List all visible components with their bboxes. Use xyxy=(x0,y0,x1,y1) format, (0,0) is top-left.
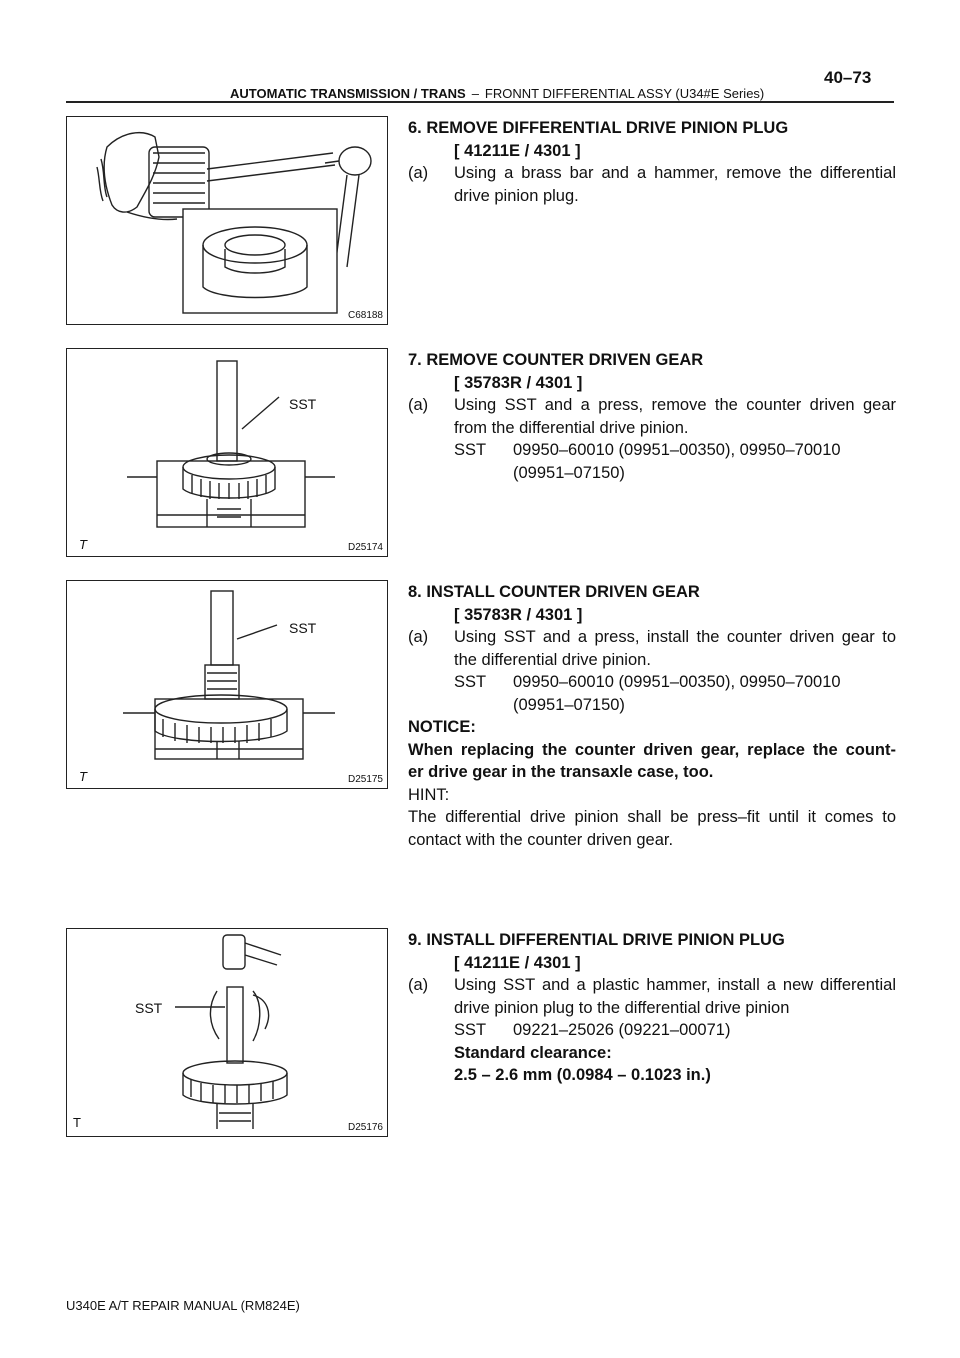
sub-text-cont: the differential drive pinion. xyxy=(454,650,651,669)
sub-text-cont: drive pinion plug to the differential drive pinion xyxy=(454,998,790,1017)
sst-value: 09221–25026 (09221–00071) xyxy=(513,1021,731,1039)
step-code: [ 35783R / 4301 ] xyxy=(454,605,583,624)
spec-label: Standard clearance: xyxy=(454,1043,612,1062)
notice-label: NOTICE: xyxy=(408,718,476,736)
step-sub-line xyxy=(408,626,896,649)
sst-value-cont: (09951–07150) xyxy=(513,695,625,714)
notice-text-cont: er drive gear in the transaxle case, too. xyxy=(408,763,714,781)
step-title: 6. REMOVE DIFFERENTIAL DRIVE PINION PLUG xyxy=(408,119,789,137)
gear-removal-illustration xyxy=(67,349,389,558)
t-mark: T xyxy=(79,537,87,552)
figure-code: D25176 xyxy=(347,1122,383,1133)
figure-code: C68188 xyxy=(347,310,383,321)
hint-text-cont: contact with the counter driven gear. xyxy=(408,830,674,849)
sub-text: Using SST and a plastic hammer, install a new differential xyxy=(454,976,896,994)
sst-value: 09950–60010 (09951–00350), 09950–70010 xyxy=(513,441,841,459)
header-section: AUTOMATIC TRANSMISSION / TRANS xyxy=(230,86,466,101)
step-code: [ 41211E / 4301 ] xyxy=(454,953,581,972)
sub-text-cont: drive pinion plug. xyxy=(454,186,579,205)
page-number: 40–73 xyxy=(824,68,872,87)
step-7 xyxy=(408,349,896,484)
step-code: [ 35783R / 4301 ] xyxy=(454,373,583,392)
sst-numbers xyxy=(408,439,896,462)
header-separator: – xyxy=(471,86,479,101)
sub-label: (a) xyxy=(408,628,429,646)
plug-removal-illustration xyxy=(67,117,389,326)
sub-text-cont: from the differential drive pinion. xyxy=(454,418,689,437)
step-sub-line xyxy=(408,394,896,417)
plug-install-illustration xyxy=(67,929,389,1138)
step-title: 7. REMOVE COUNTER DRIVEN GEAR xyxy=(408,351,704,369)
step-title: 8. INSTALL COUNTER DRIVEN GEAR xyxy=(408,583,700,601)
step-6 xyxy=(408,117,896,207)
sst-label: SST xyxy=(135,1000,163,1016)
header-divider xyxy=(66,101,894,103)
figure-plug-install xyxy=(66,928,388,1137)
sst-numbers xyxy=(408,1019,896,1042)
manual-footer: U340E A/T REPAIR MANUAL (RM824E) xyxy=(66,1298,300,1313)
notice-text: When replacing the counter driven gear, replace the count- xyxy=(408,740,896,759)
sst-value-cont: (09951–07150) xyxy=(513,463,625,482)
sst-key: SST xyxy=(454,1021,487,1039)
sst-value: 09950–60010 (09951–00350), 09950–70010 xyxy=(513,673,841,691)
sst-label: SST xyxy=(289,620,317,636)
t-mark: T xyxy=(79,769,87,784)
sub-text: Using a brass bar and a hammer, remove the differential xyxy=(454,164,896,182)
step-9 xyxy=(408,929,896,1087)
sst-key: SST xyxy=(454,441,487,459)
sub-label: (a) xyxy=(408,976,429,994)
step-title: 9. INSTALL DIFFERENTIAL DRIVE PINION PLUG xyxy=(408,931,785,949)
sub-label: (a) xyxy=(408,396,429,414)
sub-text: Using SST and a press, install the counter driven gear to xyxy=(454,628,896,646)
t-mark: T xyxy=(73,1115,81,1130)
step-code: [ 41211E / 4301 ] xyxy=(454,141,581,160)
figure-plug-removal xyxy=(66,116,388,325)
step-sub-line xyxy=(408,974,896,997)
sst-numbers xyxy=(408,671,896,694)
figure-code: D25175 xyxy=(347,774,383,785)
figure-gear-install xyxy=(66,580,388,789)
hint-text: The differential drive pinion shall be press–fit until it comes to xyxy=(408,808,896,826)
figure-code: D25174 xyxy=(347,542,383,553)
gear-install-illustration xyxy=(67,581,389,790)
sst-label: SST xyxy=(289,396,317,412)
sst-key: SST xyxy=(454,673,487,691)
sub-text: Using SST and a press, remove the counter driven gear xyxy=(454,396,896,414)
step-8 xyxy=(408,581,896,851)
spec-value: 2.5 – 2.6 mm (0.0984 – 0.1023 in.) xyxy=(454,1066,711,1084)
hint-label: HINT: xyxy=(408,785,450,804)
header-subsection: FRONNT DIFFERENTIAL ASSY (U34#E Series) xyxy=(484,86,765,101)
step-sub-line xyxy=(408,162,896,185)
figure-gear-removal xyxy=(66,348,388,557)
sub-label: (a) xyxy=(408,164,429,182)
running-header xyxy=(230,86,764,101)
